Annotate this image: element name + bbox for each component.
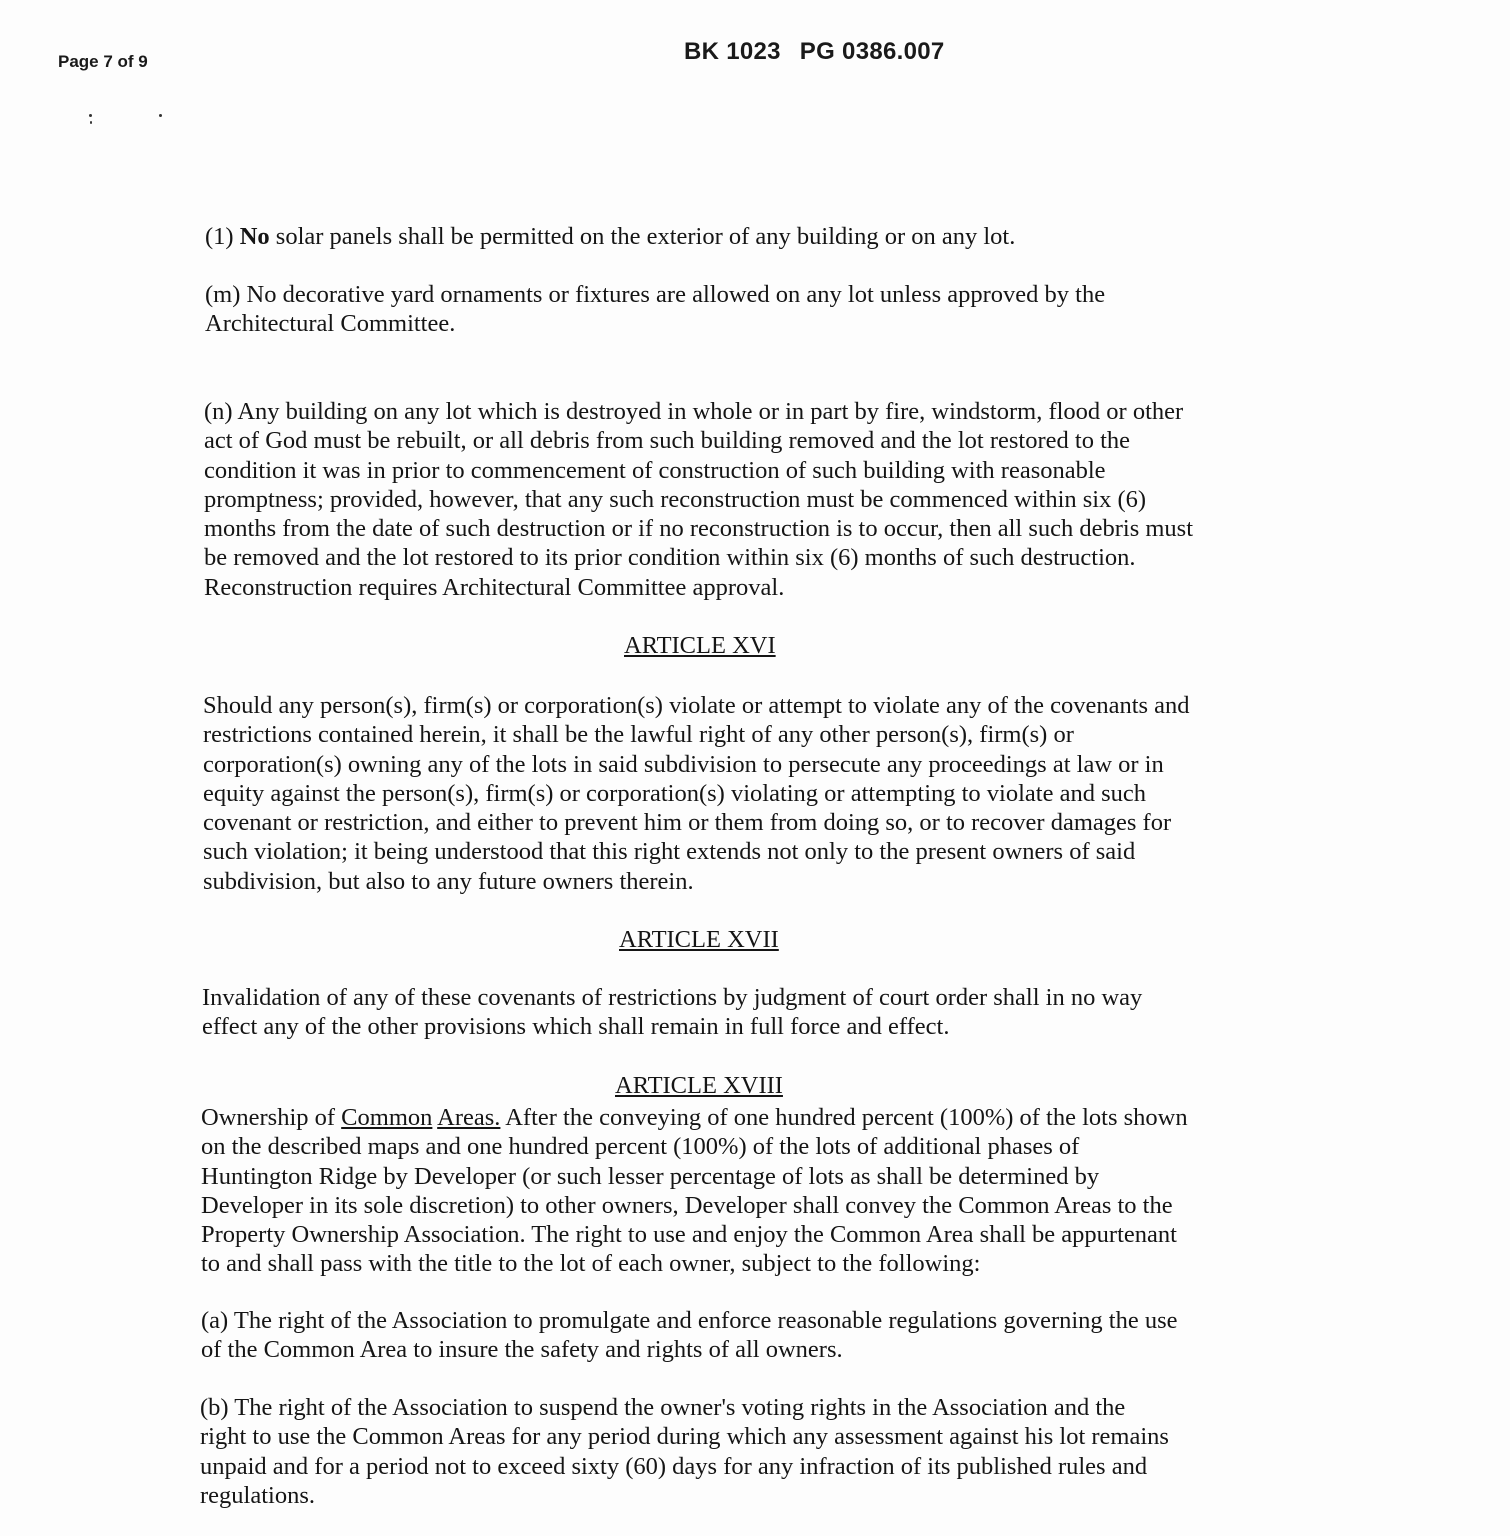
common-underlined: Common	[341, 1104, 433, 1131]
article-xvii-text: Invalidation of any of these covenants of restrictions by judgment of court order shall in no way effect any of the other provisions which shall remain in full force and effect.	[202, 984, 1143, 1041]
paragraph-l-text: solar panels shall be permitted on the exterior of any building or on any lot.	[269, 223, 1016, 250]
book-number: BK 1023	[684, 38, 781, 65]
paragraph-l-prefix: (1)	[205, 223, 240, 250]
paragraph-m: (m) No decorative yard ornaments or fixtures are allowed on any lot unless approved by the Architectural Committee.	[205, 281, 1106, 338]
paragraph-l	[205, 222, 1205, 251]
paragraph-n: (n) Any building on any lot which is destroyed in whole or in part by fire, windstorm, flood or other act of God must be rebuilt, or all debris from such building removed and the lot restored to the condition it was in prior to commencement of construction of such building with reasonable promptness; provided, however, that any such reconstruction must be commenced within six (6) months from the date of such destruction or if no reconstruction is to occur, then all such debris must be removed and the lot restored to its prior condition within six (6) months of such destruction. Reconstruction requires Architectural Committee approval.	[204, 398, 1194, 601]
page-number: Page 7 of 9	[58, 52, 148, 71]
ownership-lead: Ownership of	[201, 1104, 342, 1131]
recording-page-number: PG 0386.007	[799, 38, 945, 65]
paragraph-l-bold: No	[239, 223, 270, 250]
scan-speck	[89, 114, 92, 117]
article-xvi-heading: ARTICLE XVI	[624, 632, 776, 659]
scan-speck	[90, 121, 92, 124]
article-xvi-text: Should any person(s), firm(s) or corporation(s) violate or attempt to violate any of the covenants and restrictions contained herein, it shall be the lawful right of any other person(s), firm(s) or corporation(s) owning any of the lots in said subdivision to persecute any proceedings at law or in equity against the person(s), firm(s) or corporation(s) violating or attempting to violate and such covenant or restriction, and either to prevent him or them from doing so, or to recover damages for such violation; it being understood that this right extends not only to the present owners of said subdivision, but also to any future owners therein.	[203, 692, 1190, 895]
paragraph-a: (a) The right of the Association to promulgate and enforce reasonable regulations governing the use of the Common Area to insure the safety and rights of all owners.	[201, 1307, 1178, 1364]
paragraph-b: (b) The right of the Association to suspend the owner's voting rights in the Association and the right to use the Common Areas for any period during which any assessment against his lot remains unpaid and for a period not to exceed sixty (60) days for any infraction of its published rules and regulations.	[200, 1394, 1169, 1509]
scan-speck	[159, 114, 162, 117]
ownership-text: After the conveying of one hundred percent (100%) of the lots shown on the described maps and one hundred percent (100%) of the lots of additional phases of Huntington Ridge by Developer (or such lesser percentage of lots as shall be determined by Developer in its sole discretion) to other owners, Developer shall convey the Common Areas to the Property Ownership Association. The right to use and enjoy the Common Area shall be appurtenant to and shall pass with the title to the lot of each owner, subject to the following:	[201, 1104, 1188, 1278]
article-xviii-heading: ARTICLE XVIII	[615, 1072, 783, 1099]
article-xviii-text	[201, 1103, 1191, 1279]
areas-underlined: Areas.	[437, 1104, 501, 1131]
article-xvii-heading: ARTICLE XVII	[619, 926, 779, 953]
book-page-reference	[684, 38, 945, 66]
